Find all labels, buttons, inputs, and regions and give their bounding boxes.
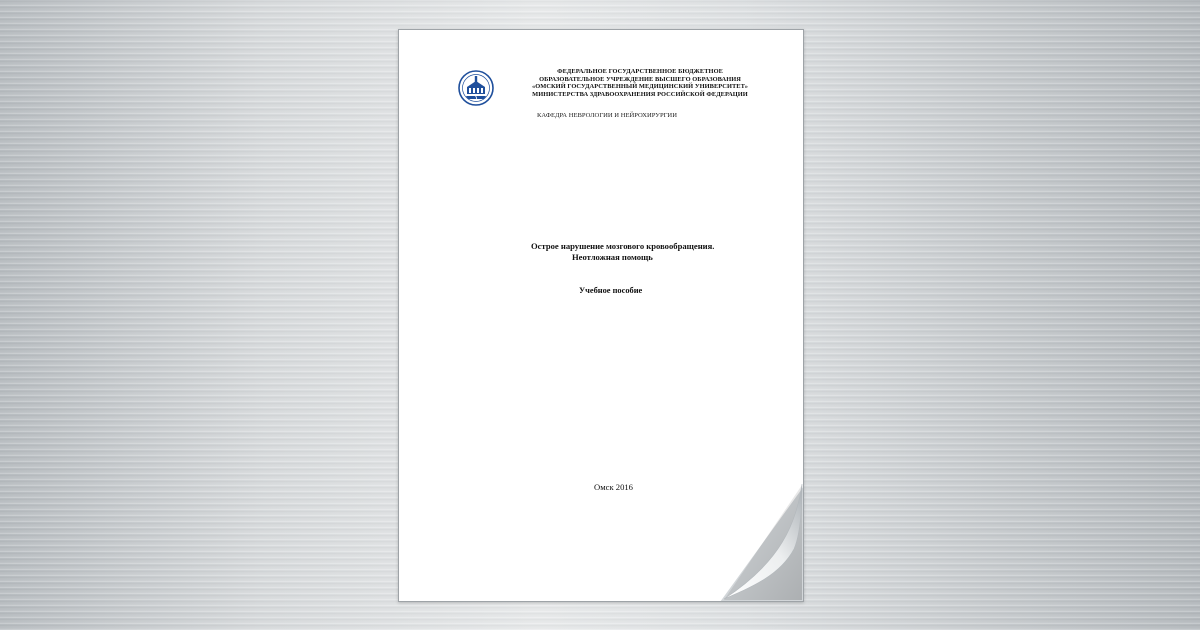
document-title-line2: Неотложная помощь (572, 252, 653, 262)
document-footer: Омск 2016 (594, 482, 633, 492)
university-emblem-icon (458, 70, 494, 106)
header-line: «ОМСКИЙ ГОСУДАРСТВЕННЫЙ МЕДИЦИНСКИЙ УНИВЕРСИТЕТ» (531, 83, 748, 91)
department-name: КАФЕДРА НЕВРОЛОГИИ И НЕЙРОХИРУРГИИ (537, 112, 677, 119)
header-line: ОБРАЗОВАТЕЛЬНОЕ УЧРЕЖДЕНИЕ ВЫСШЕГО ОБРАЗОВАНИЯ (539, 75, 741, 83)
document-subtitle: Учебное пособие (579, 286, 643, 295)
institution-header (505, 68, 775, 98)
header-line: МИНИСТЕРСТВА ЗДРАВООХРАНЕНИЯ РОССИЙСКОЙ ФЕДЕРАЦИИ (532, 90, 748, 98)
header-line: ФЕДЕРАЛЬНОЕ ГОСУДАРСТВЕННОЕ БЮДЖЕТНОЕ (557, 68, 723, 75)
page-curl-icon (722, 483, 804, 601)
document-title-line1: Острое нарушение мозгового кровообращения. (531, 241, 715, 251)
